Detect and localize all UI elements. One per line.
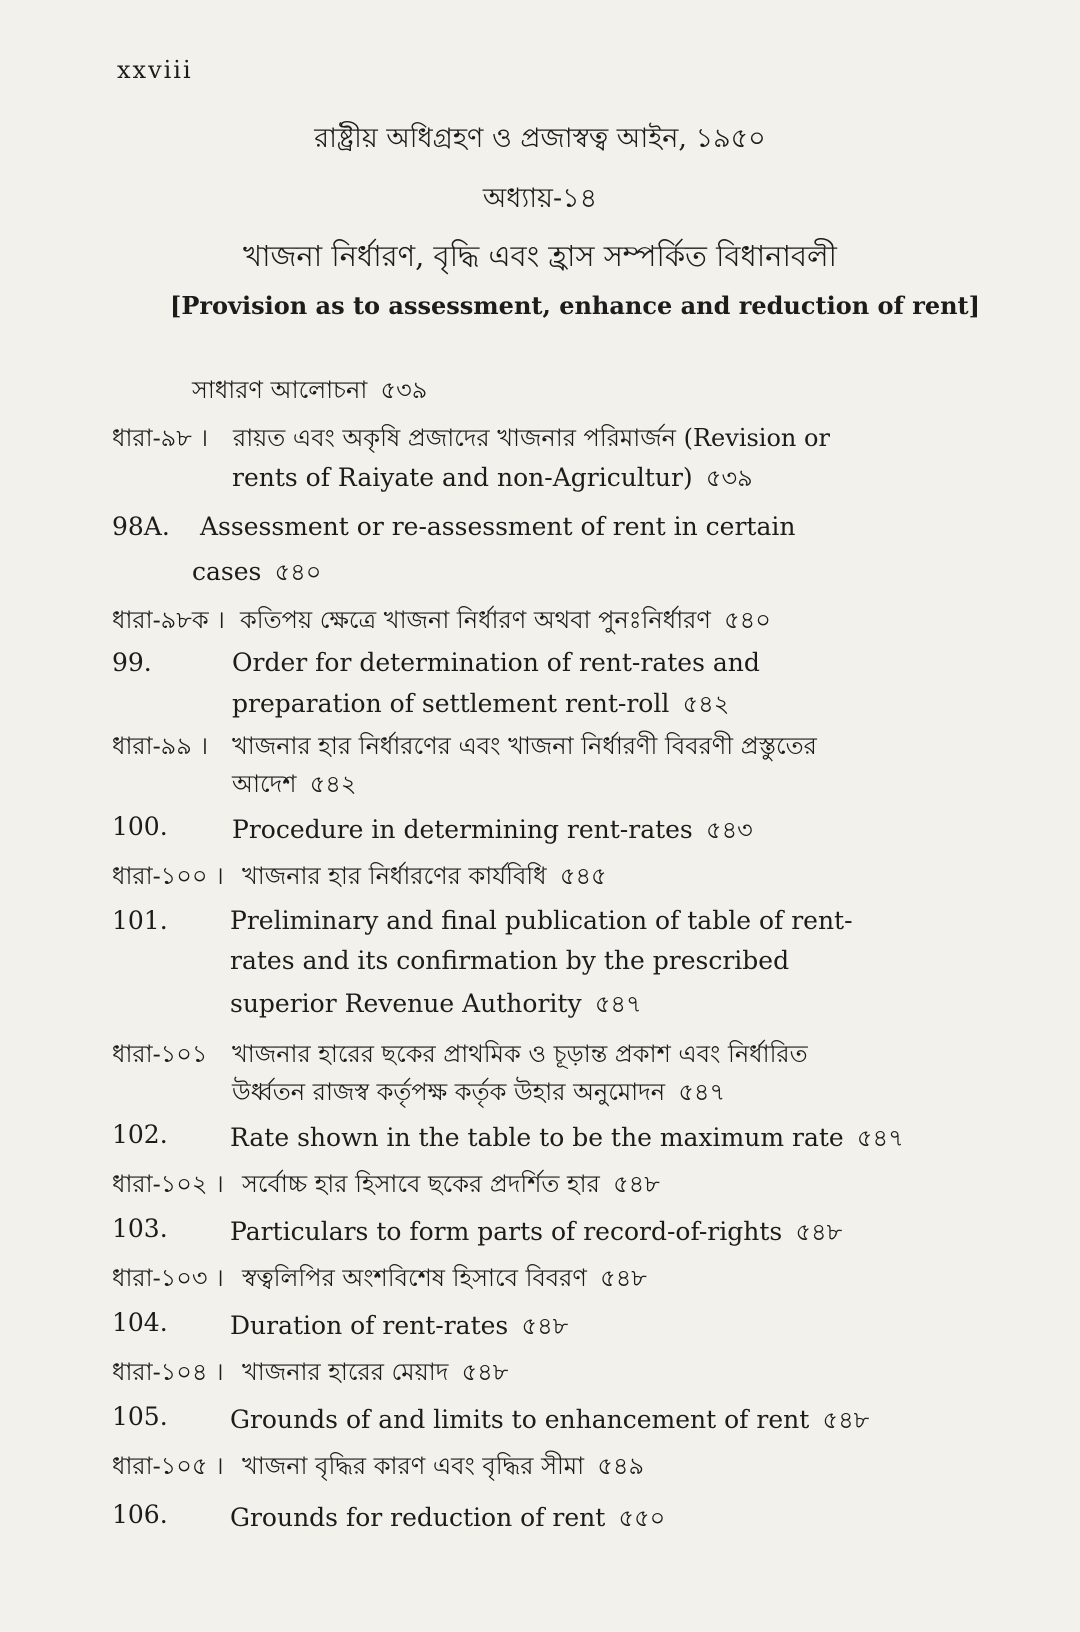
toc-entry-title-cont: rents of Raiyate and non-Agricultur) — [232, 463, 693, 492]
toc-entry-page: ৫৪৮ — [795, 1218, 843, 1246]
toc-entry-number: ধারা-৯৯ । — [112, 732, 209, 760]
toc-entry-title: Procedure in determining rent-rates — [232, 815, 693, 844]
toc-entry-title: Duration of rent-rates — [230, 1311, 509, 1340]
toc-entry-title: খাজনার হার নির্ধারণের কার্যবিধি — [242, 862, 547, 890]
toc-entry-page: ৫৪৭ — [594, 990, 642, 1018]
toc-entry-title: সর্বোচ্চ হার হিসাবে ছকের প্রদর্শিত হার — [242, 1170, 600, 1198]
toc-entry-number: 102. — [112, 1120, 168, 1149]
toc-entry-number: ধারা-৯৮ক । — [112, 606, 225, 634]
toc-entry-number: 101. — [112, 906, 168, 935]
toc-entry-page: ৫৪৫ — [559, 862, 607, 890]
toc-entry-number: 100. — [112, 812, 168, 841]
toc-entry-title-cont: আদেশ — [232, 770, 297, 798]
toc-entry-number: ধারা-১০৩ । — [112, 1264, 224, 1292]
toc-entry-number: ধারা-১০৪ । — [112, 1358, 224, 1386]
toc-entry-number: ধারা-১০২ । — [112, 1170, 224, 1198]
toc-entry-page: ৫৪০ — [274, 558, 322, 586]
toc-entry-title-cont: superior Revenue Authority — [230, 989, 582, 1018]
toc-entry-page: ৫৪৮ — [613, 1170, 660, 1198]
toc-entry-title: খাজনার হারের মেয়াদ — [242, 1358, 449, 1386]
toc-entry-number: 105. — [112, 1402, 168, 1431]
chapter-title-bengali: খাজনা নির্ধারণ, বৃদ্ধি এবং হ্রাস সম্পর্কিত বিধানাবলী — [243, 239, 837, 273]
toc-entry-page: ৫৪৮ — [461, 1358, 509, 1386]
toc-entry-page: ৫৪৭ — [856, 1124, 904, 1152]
toc-entry-title: Rate shown in the table to be the maximum rate — [230, 1123, 844, 1152]
toc-entry-page: ৫৪৮ — [822, 1406, 870, 1434]
toc-entry-number: 98A. — [112, 512, 170, 541]
toc-entry-number: ধারা-১০১ — [112, 1040, 208, 1068]
chapter-number: অধ্যায়-১৪ — [482, 183, 598, 214]
toc-entry-title-cont: preparation of settlement rent-roll — [232, 689, 670, 718]
toc-entry-title: কতিপয় ক্ষেত্রে খাজনা নির্ধারণ অথবা পুনঃনির্ধারণ — [240, 606, 711, 634]
toc-entry-page: ৫৪৩ — [706, 816, 753, 844]
toc-entry-title: খাজনা বৃদ্ধির কারণ এবং বৃদ্ধির সীমা — [242, 1452, 585, 1480]
toc-entry-page: ৫৪০ — [724, 606, 771, 634]
toc-entry-page: ৫৪৯ — [597, 1452, 645, 1480]
toc-entry-page: ৫৩৯ — [705, 464, 753, 492]
chapter-title-english: [Provision as to assessment, enhance and reduction of rent] — [169, 291, 980, 320]
page-number: xxviii — [117, 56, 193, 84]
toc-entry-title-cont: cases — [192, 557, 262, 586]
toc-entry-title: স্বত্বলিপির অংশবিশেষ হিসাবে বিবরণ — [242, 1264, 587, 1292]
toc-entry-number: ধারা-৯৮ । — [112, 424, 209, 452]
toc-entry-page: ৫৩৯ — [380, 376, 428, 404]
toc-entry-page: ৫৫০ — [618, 1504, 666, 1532]
toc-entry-title: সাধারণ আলোচনা — [192, 376, 368, 404]
toc-entry-number: 106. — [112, 1500, 168, 1529]
toc-entry-page: ৫৪৮ — [600, 1264, 647, 1292]
toc-entry-number: ধারা-১০০ । — [112, 862, 224, 890]
toc-entry-number: ধারা-১০৫ । — [112, 1452, 224, 1480]
toc-entry-title: Particulars to form parts of record-of-rights — [230, 1217, 783, 1246]
toc-entry-page: ৫৪২ — [309, 770, 357, 798]
toc-entry-number: 99. — [112, 648, 152, 677]
act-title: রাষ্ট্রীয় অধিগ্রহণ ও প্রজাস্বত্ব আইন, ১৯৫০ — [314, 123, 766, 154]
toc-entry-number: 104. — [112, 1308, 168, 1337]
toc-entry-number: 103. — [112, 1214, 168, 1243]
toc-entry-page: ৫৪২ — [682, 690, 730, 718]
toc-entry-title-cont: উর্ধ্বতন রাজস্ব কর্তৃপক্ষ কর্তৃক উহার অনুমোদন — [232, 1078, 666, 1106]
toc-entry-page: ৫৪৮ — [521, 1312, 569, 1340]
toc-entry-title: Grounds for reduction of rent — [230, 1503, 606, 1532]
toc-entry-title: Grounds of and limits to enhancement of rent — [230, 1405, 810, 1434]
toc-entry-page: ৫৪৭ — [678, 1078, 726, 1106]
